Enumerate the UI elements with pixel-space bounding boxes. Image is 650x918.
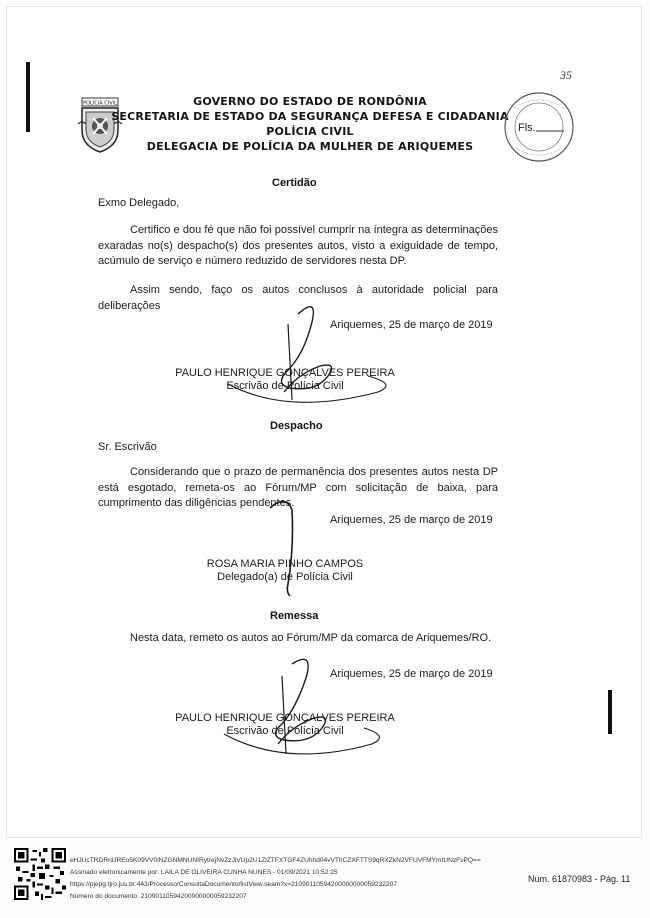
folio-stamp	[502, 90, 576, 164]
letterhead	[110, 94, 510, 154]
despacho-title: Despacho	[270, 420, 323, 432]
scan-edge-mark-bottom	[608, 690, 612, 734]
emblem-label: POLÍCIA CIVIL	[83, 100, 117, 107]
despacho-date: Ariquemes, 25 de março de 2019	[330, 514, 493, 526]
footer-url-link[interactable]: https://pjepg.tjro.jus.br:443/Processo/ConsultaDocumento/listView.seam?x=21090110594200000000059232207	[70, 881, 397, 888]
scan-edge-mark-top	[26, 62, 30, 132]
header-precinct: DELEGACIA DE POLÍCIA DA MULHER DE ARIQUEMES	[146, 140, 474, 153]
despacho-signer-role: Delegado(a) de Polícia Civil	[217, 571, 353, 583]
despacho-signer-name: ROSA MARIA PINHO CAMPOS	[206, 558, 364, 570]
certidao-paragraph-1: Certifico e dou fé que não foi possível cumprir na íntegra as determinações exaradas no(s) despacho(s) dos presentes autos, visto a exiguidade de tempo, acúmulo de serviço e número reduzido de servidores nesta DP.	[98, 224, 498, 267]
header-secretariat: SECRETARIA DE ESTADO DA SEGURANÇA DEFESA E CIDADANIA	[111, 110, 509, 123]
certidao-title: Certidão	[272, 177, 317, 189]
certidao-salutation: Exmo Delegado,	[98, 197, 180, 209]
page-mark: 35	[560, 68, 572, 82]
remessa-signer-role: Escrivão de Polícia Civil	[226, 725, 344, 737]
footer-signed-by: Assinado eletronicamente por: LAILA DE OLIVEIRA CUNHA NUNES - 01/09/2021 10:52:25	[70, 869, 338, 876]
remessa-paragraph-1: Nesta data, remeto os autos ao Fórum/MP da comarca de Ariquemes/RO.	[130, 632, 492, 644]
remessa-date: Ariquemes, 25 de março de 2019	[330, 668, 493, 680]
certidao-signer-name: PAULO HENRIQUE GONÇALVES PEREIRA	[175, 367, 395, 379]
certidao-paragraph-2: Assim sendo, faço os autos conclusos à autoridade policial para deliberações	[98, 284, 498, 312]
header-police: POLÍCIA CIVIL	[266, 125, 354, 138]
footer-doc-number: Número do documento: 21090110594200000000059232207	[70, 893, 247, 900]
header-government: GOVERNO DO ESTADO DE RONDÔNIA	[193, 95, 427, 108]
certidao-signer-role: Escrivão de Polícia Civil	[226, 380, 344, 392]
despacho-paragraph-1: Considerando que o prazo de permanência dos presentes autos nesta DP está esgotado, remeta-os ao Fórum/MP com solicitação de baixa, para cumprimento das diligências pendentes.	[98, 466, 498, 509]
remessa-signer-name: PAULO HENRIQUE GONÇALVES PEREIRA	[175, 712, 395, 724]
footer-page-ref: Num. 61870983 - Pág. 11	[528, 874, 631, 884]
footer-hash: eHJUcTRDRnlJREo5K09VV0lNZGNMNUNIRytrejNvZzJiVUp2U1ZlZTFXTGF4ZUhhd04vVThCZXFTTS9qRXZkN2VFUVFMYmtUNzFvPQ==	[70, 857, 481, 864]
stamp-label: Fls.	[518, 122, 536, 134]
despacho-salutation: Sr. Escrivão	[98, 441, 157, 453]
remessa-title: Remessa	[270, 610, 319, 622]
certidao-date: Ariquemes, 25 de março de 2019	[330, 319, 493, 331]
qr-code	[14, 848, 66, 900]
